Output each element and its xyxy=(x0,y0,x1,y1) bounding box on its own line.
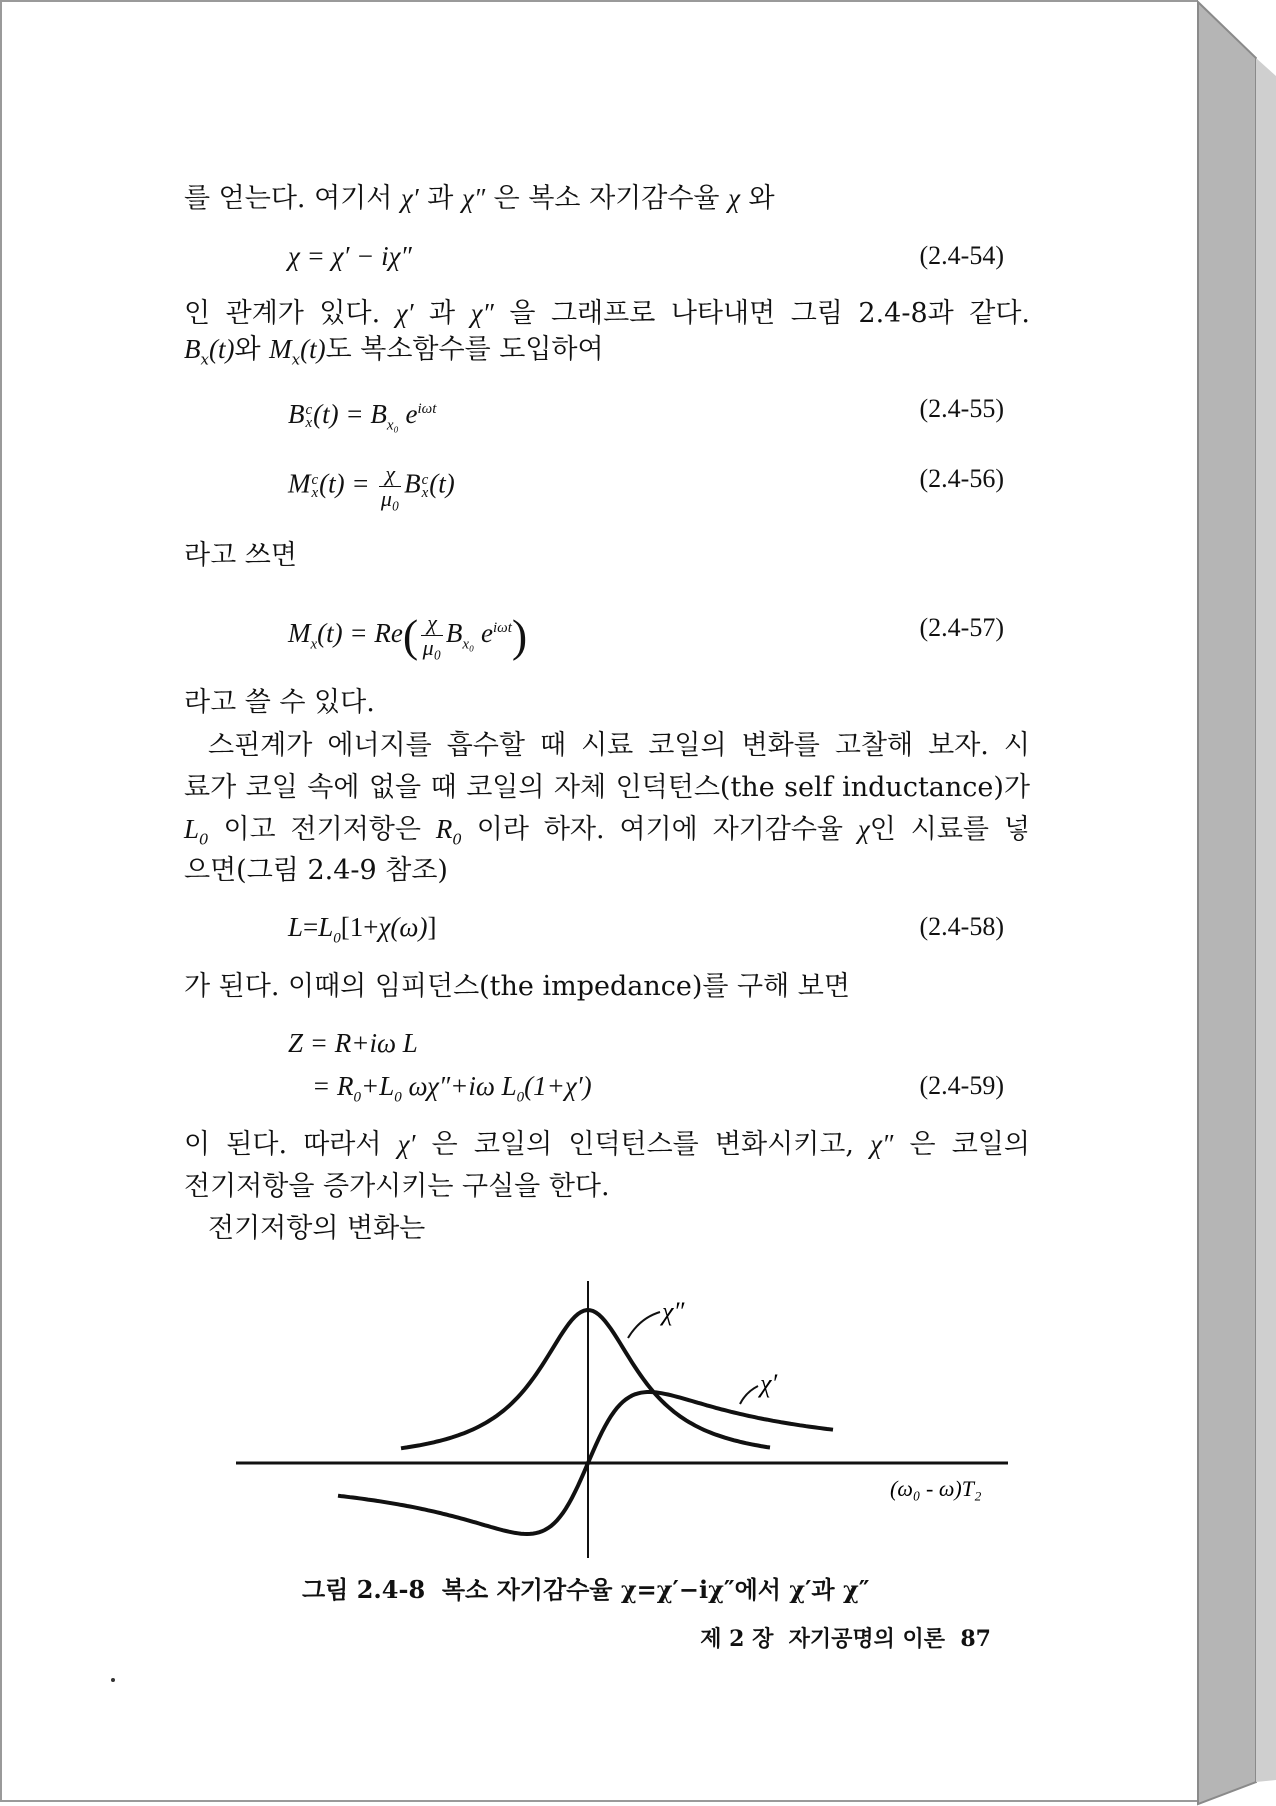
subscript: x xyxy=(305,414,313,431)
text: 은 코일의 인덕턴스를 변화시키고, xyxy=(415,1129,871,1160)
math-italic: L xyxy=(184,814,200,844)
text: 라고 쓸 수 있다. xyxy=(184,687,375,718)
text: 이고 전기저항은 xyxy=(208,814,436,845)
text: 이 된다. 따라서 xyxy=(184,1129,398,1160)
superscript: c xyxy=(311,471,319,488)
equation-number: (2.4-57) xyxy=(919,613,1004,642)
text: = xyxy=(303,912,319,942)
text: 은 복소 자기감수율 xyxy=(485,183,729,214)
denominator: μ₀ xyxy=(422,635,442,661)
equation-number: (2.4-56) xyxy=(919,464,1004,493)
subscript: x xyxy=(291,350,301,369)
equation-number: (2.4-58) xyxy=(919,912,1004,941)
large-paren: ) xyxy=(511,609,528,661)
math-italic: (t) xyxy=(208,334,235,364)
math-italic: χ′ xyxy=(400,183,419,213)
math-italic: +L xyxy=(360,1071,395,1101)
text: 전기저항의 변화는 xyxy=(208,1213,426,1244)
text: 스핀계가 에너지를 흡수할 때 시료 코일의 변화를 고찰해 보자. 시 xyxy=(208,730,1030,761)
math-italic: Z = R+iω L xyxy=(288,1028,418,1058)
math-italic: χ = χ′ − iχ″ xyxy=(288,241,412,271)
text: 은 코일의 xyxy=(893,1129,1030,1160)
text: 으면(그림 2.4-9 참조) xyxy=(184,855,448,886)
math-italic: χ′ xyxy=(397,1129,416,1159)
running-footer: 제 2 장 자기공명의 이론 87 xyxy=(700,1626,991,1652)
text: 인 시료를 넣 xyxy=(869,814,1030,845)
math-italic: R xyxy=(435,814,453,844)
subscript: x xyxy=(311,484,319,501)
math-italic: = R xyxy=(312,1071,354,1101)
equation-number: (2.4-59) xyxy=(919,1071,1004,1100)
text: ] xyxy=(427,912,437,942)
text: 료가 코일 속에 없을 때 코일의 자체 인덕턴스(the self inductance)가 xyxy=(184,772,1030,803)
speck xyxy=(111,1678,115,1682)
math-italic: χ xyxy=(857,814,870,844)
x-axis-label: (ω₀ - ω)T₂ xyxy=(890,1476,982,1501)
label-chi-prime: χ′ xyxy=(760,1369,778,1398)
math-italic: e xyxy=(474,618,493,648)
text: 을 그래프로 나타내면 그림 2.4-8과 같다. xyxy=(493,298,1031,329)
math-italic: χ″ xyxy=(461,183,486,213)
math-italic: (t) = xyxy=(319,468,377,499)
subscript: x₀ xyxy=(386,417,399,434)
math-italic: (t) = Re xyxy=(317,618,403,648)
text: 인 관계가 있다. xyxy=(184,298,396,329)
denominator: μ₀ xyxy=(380,486,400,511)
numerator: χ xyxy=(379,462,401,487)
subscript: 0 xyxy=(333,930,341,947)
math-italic: (t) = B xyxy=(313,399,387,429)
subscript: 0 xyxy=(199,830,209,849)
math-italic: M xyxy=(288,618,311,648)
subscript: 0 xyxy=(353,1089,361,1106)
math-italic: χ(ω) xyxy=(378,912,428,942)
text: 과 xyxy=(418,183,462,214)
superscript: c xyxy=(421,471,429,488)
math-italic: (t) xyxy=(300,334,326,364)
subscript: 0 xyxy=(394,1089,402,1106)
math-italic: L xyxy=(288,912,304,942)
text: [1+ xyxy=(340,912,379,942)
math-italic: M xyxy=(288,468,311,499)
math-italic: M xyxy=(269,334,292,364)
math-italic: χ″ xyxy=(470,298,494,328)
subscript: x xyxy=(310,636,318,653)
math-italic: L xyxy=(318,912,334,942)
text: 라고 쓰면 xyxy=(184,540,297,571)
math-italic: e xyxy=(398,399,418,429)
superscript: iωt xyxy=(492,620,512,636)
figure-caption: 그림 2.4-8 복소 자기감수율 χ=χ′−iχ″에서 χ′과 χ″ xyxy=(302,1575,870,1604)
math-italic: ωχ″+iω L xyxy=(401,1071,517,1101)
subscript: 0 xyxy=(452,830,462,849)
subscript: x₀ xyxy=(462,636,475,653)
superscript: c xyxy=(305,401,313,418)
math-italic: (t) xyxy=(429,468,455,499)
large-paren: ( xyxy=(402,609,419,661)
math-italic: B xyxy=(288,399,305,429)
math-italic: χ′ xyxy=(395,298,414,328)
arrow-chi-double-prime xyxy=(628,1312,660,1338)
math-italic: B xyxy=(404,468,421,499)
math-italic: B xyxy=(184,334,201,364)
text: 이라 하자. 여기에 자기감수율 xyxy=(461,814,858,845)
subscript: x xyxy=(421,484,429,501)
numerator: χ xyxy=(421,611,443,636)
label-chi-double-prime: χ″ xyxy=(662,1297,685,1326)
arrow-chi-prime xyxy=(740,1386,758,1404)
math-italic: χ″ xyxy=(870,1129,894,1159)
text: 전기저항을 증가시키는 구실을 한다. xyxy=(184,1171,610,1202)
text: 가 된다. 이때의 임피던스(the impedance)를 구해 보면 xyxy=(184,971,850,1002)
subscript: x xyxy=(200,350,209,369)
text: 와 xyxy=(234,334,270,365)
superscript: iωt xyxy=(417,401,437,417)
text: 를 얻는다. 여기서 xyxy=(184,183,401,214)
equation-number: (2.4-55) xyxy=(919,394,1004,423)
text: 과 xyxy=(413,298,471,329)
text: 도 복소함수를 도입하여 xyxy=(325,334,604,365)
math-italic: B xyxy=(445,618,463,648)
text: 와 xyxy=(739,183,775,214)
math-italic: χ xyxy=(728,183,740,213)
math-italic: (1+χ′) xyxy=(524,1071,592,1101)
subscript: 0 xyxy=(516,1089,525,1106)
equation-number: (2.4-54) xyxy=(919,241,1004,270)
chi-double-prime-curve xyxy=(401,1310,770,1448)
